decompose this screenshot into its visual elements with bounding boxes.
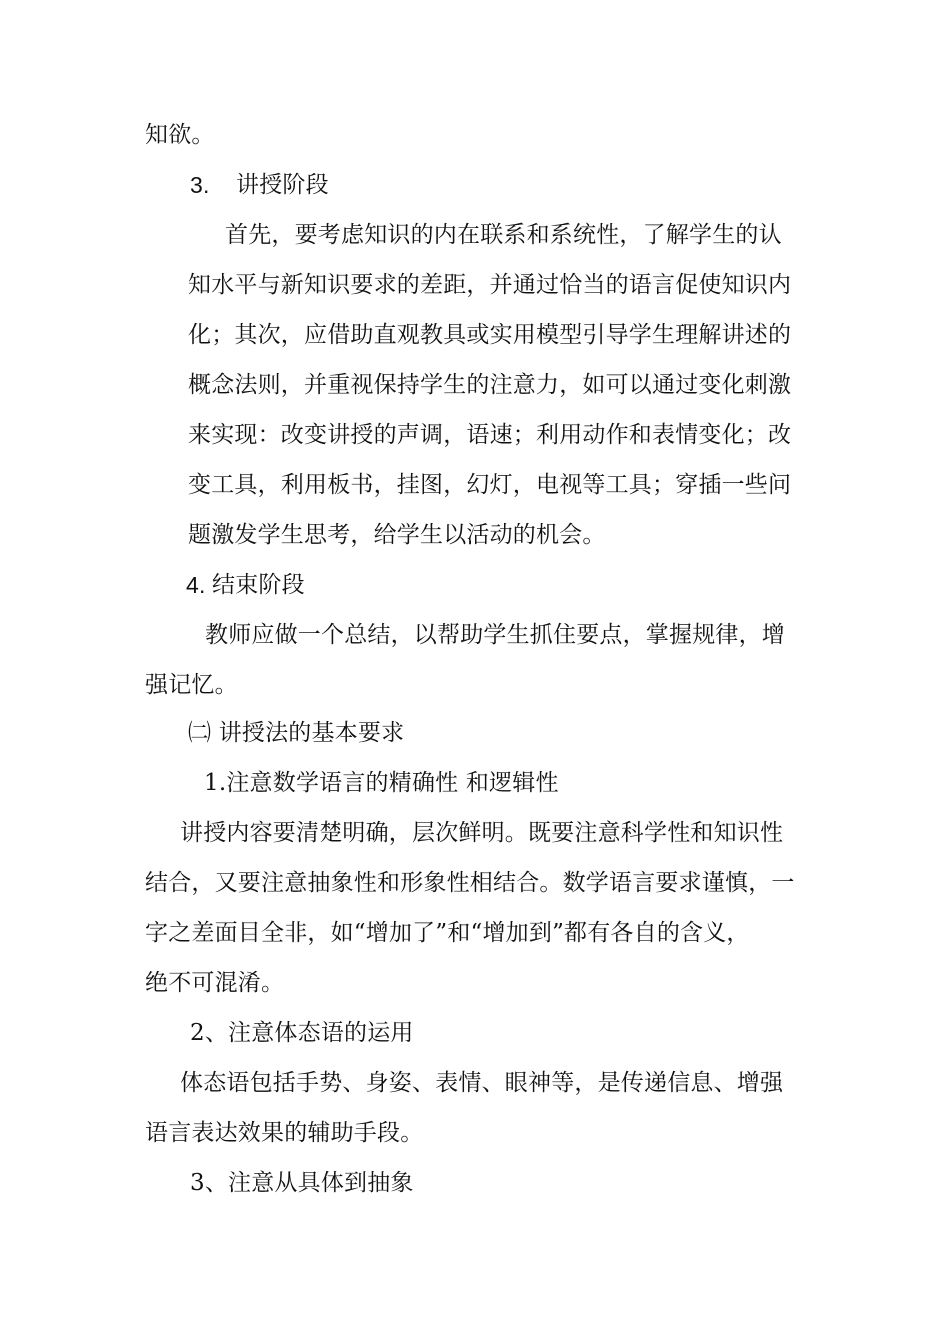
subsection-heading: 2、注意体态语的运用 xyxy=(190,1020,414,1046)
text-line: 字之差面目全非，如“增加了”和“增加到”都有各自的含义， xyxy=(145,920,750,946)
text-line: 强记忆。 xyxy=(145,672,238,698)
section-heading: 讲授阶段 xyxy=(236,172,329,198)
text-line: 来实现：改变讲授的声调，语速；利用动作和表情变化；改 xyxy=(188,422,792,448)
text-line: 首先，要考虑知识的内在联系和系统性，了解学生的认 xyxy=(225,222,782,248)
text-line: 知欲。 xyxy=(145,122,215,148)
text-line: 绝不可混淆。 xyxy=(145,970,285,996)
subsection-heading: ㈡ 讲授法的基本要求 xyxy=(188,720,405,746)
subsection-heading: 1.注意数学语言的精确性 和逻辑性 xyxy=(204,770,559,796)
section-number: 3. xyxy=(190,172,210,198)
text-line: 变工具，利用板书，挂图，幻灯，电视等工具；穿插一些问 xyxy=(188,472,792,498)
section-number: 4. xyxy=(186,572,206,598)
text-line: 语言表达效果的辅助手段。 xyxy=(145,1120,424,1146)
text-line: 化；其次，应借助直观教具或实用模型引导学生理解讲述的 xyxy=(188,322,792,348)
text-line: 体态语包括手势、身姿、表情、眼神等，是传递信息、增强 xyxy=(180,1070,784,1096)
text-line: 知水平与新知识要求的差距，并通过恰当的语言促使知识内 xyxy=(188,272,792,298)
text-line: 教师应做一个总结，以帮助学生抓住要点，掌握规律，增 xyxy=(205,622,785,648)
subsection-heading: 3、注意从具体到抽象 xyxy=(190,1170,414,1196)
text-line: 结合，又要注意抽象性和形象性相结合。数学语言要求谨慎，一 xyxy=(145,870,795,896)
section-heading: 结束阶段 xyxy=(212,572,305,598)
text-line: 题激发学生思考，给学生以活动的机会。 xyxy=(188,522,606,548)
text-line: 概念法则，并重视保持学生的注意力，如可以通过变化刺激 xyxy=(188,372,792,398)
text-line: 讲授内容要清楚明确，层次鲜明。既要注意科学性和知识性 xyxy=(180,820,784,846)
